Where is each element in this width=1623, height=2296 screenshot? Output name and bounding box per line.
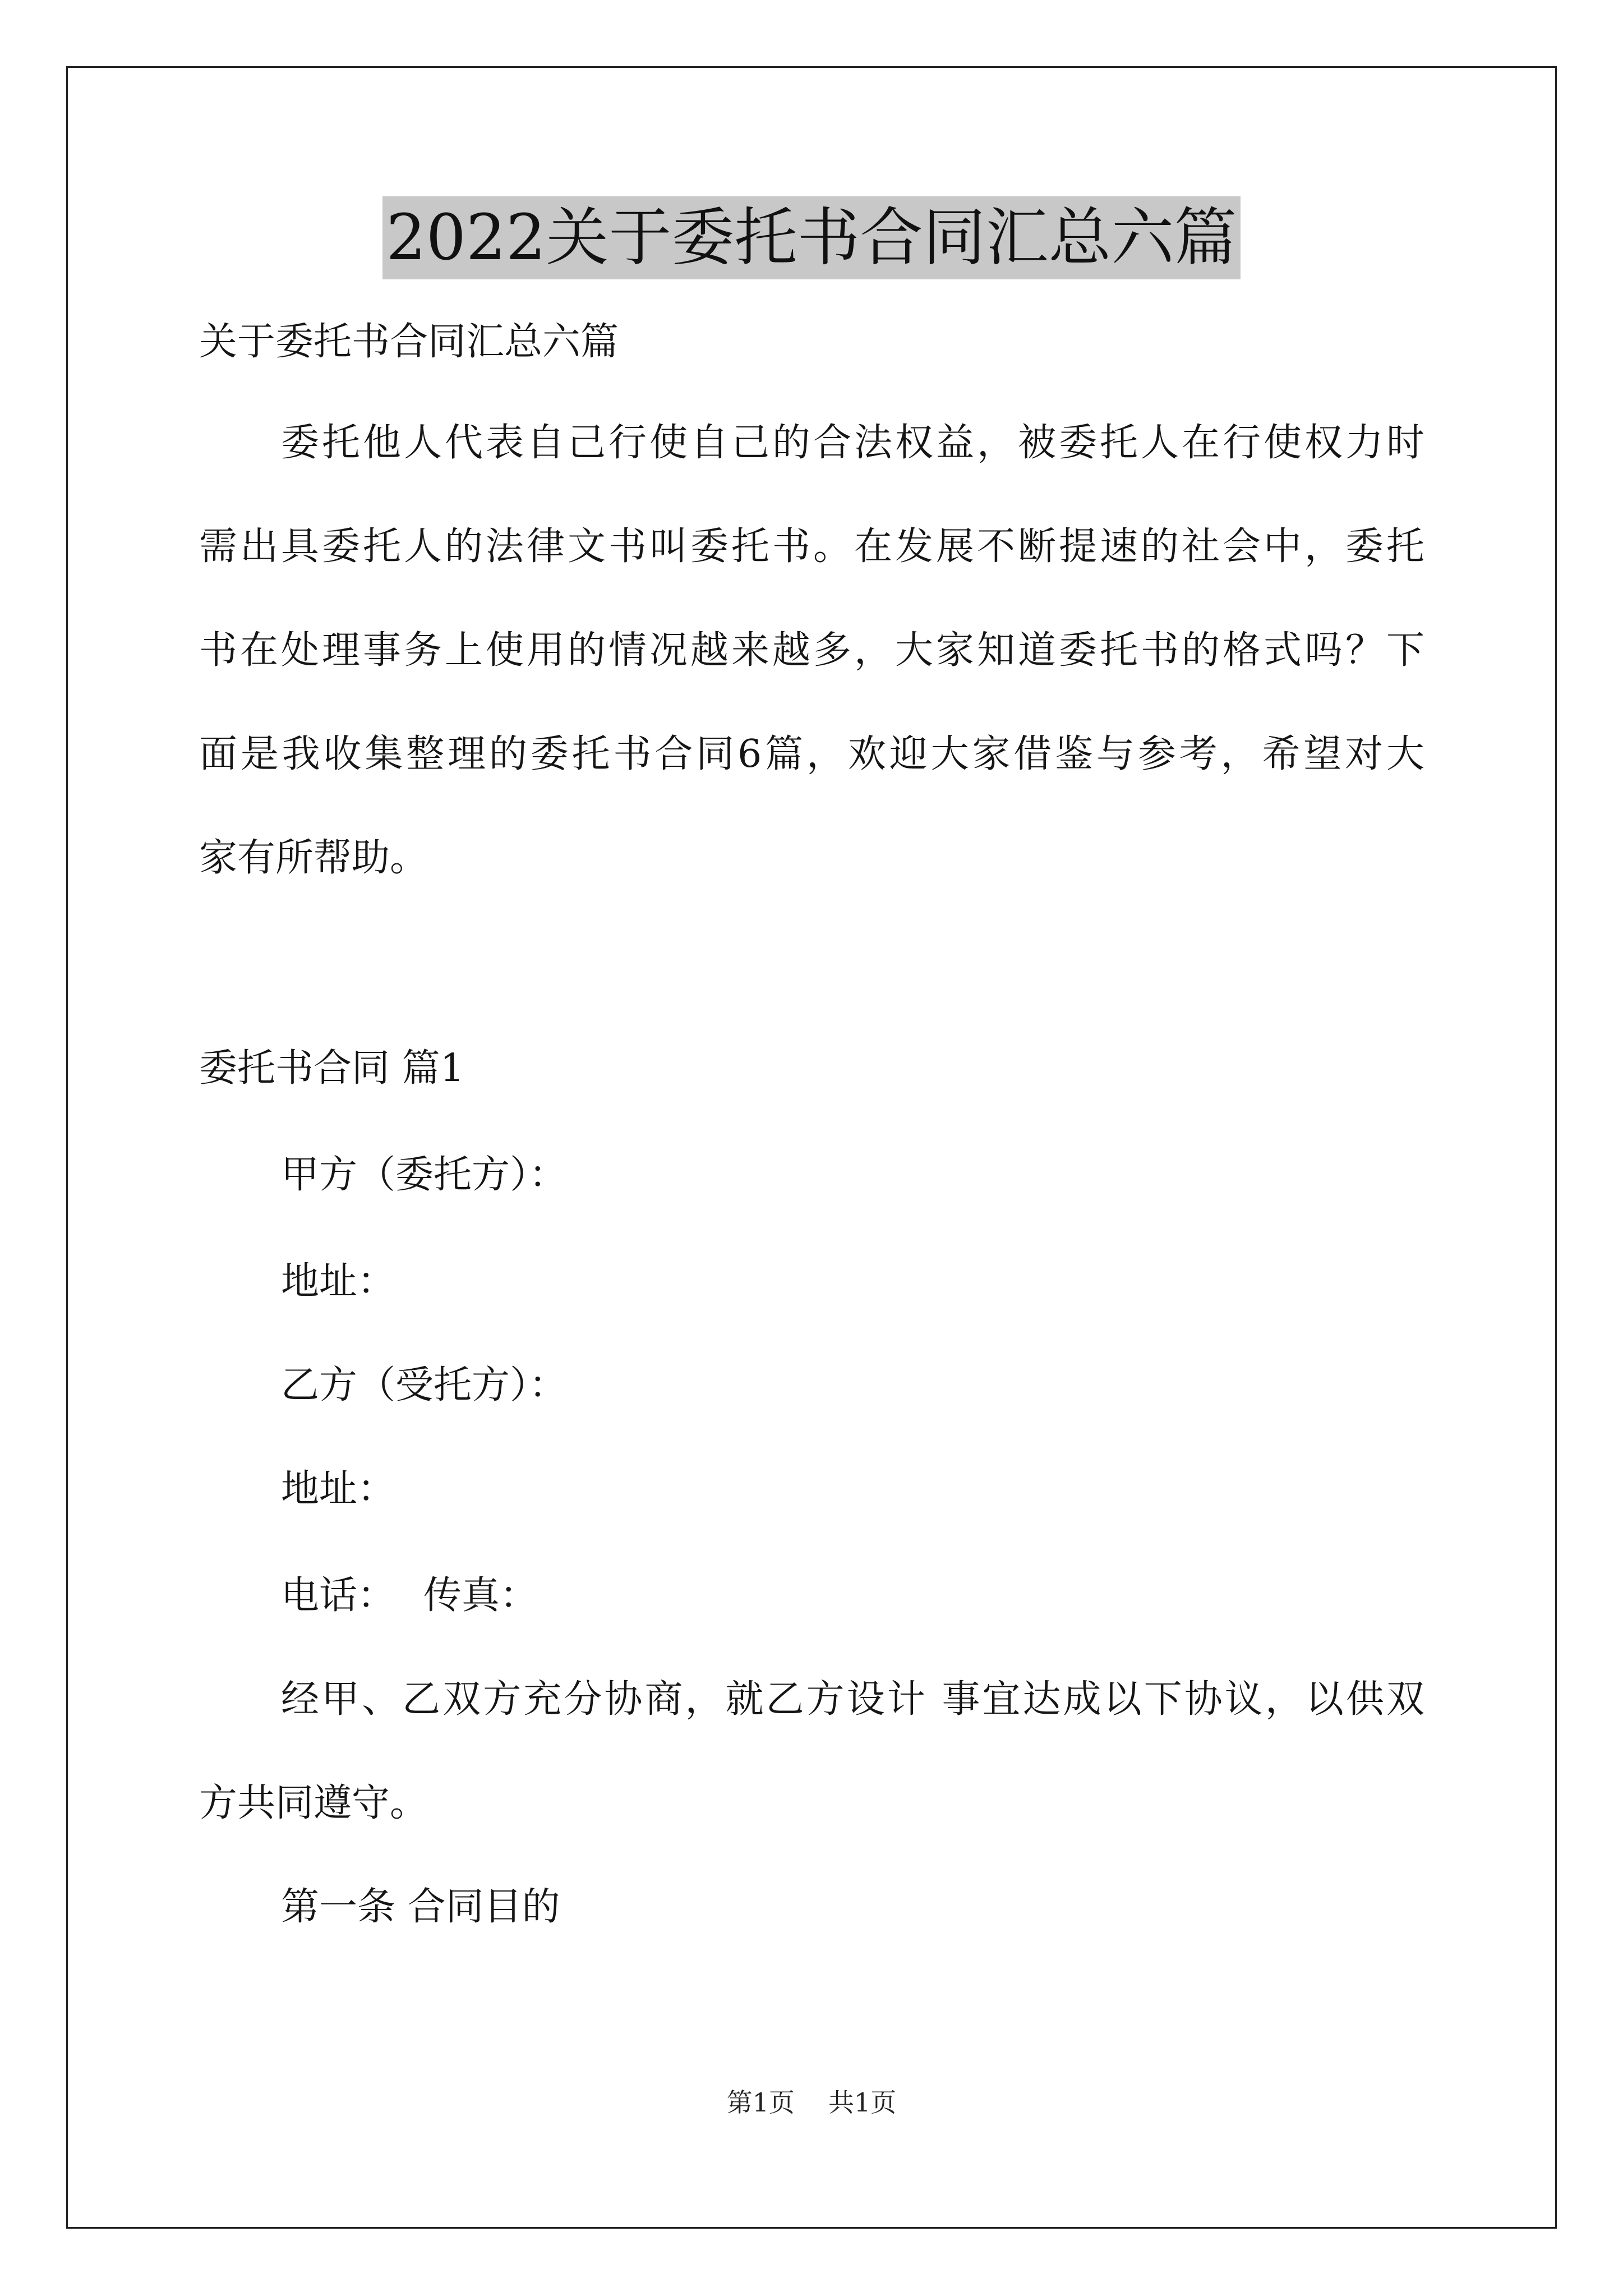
intro-line-2: 需出具委托人的法律文书叫委托书。在发展不断提速的社会中，委托 <box>199 524 1424 569</box>
address-b-label: 地址： <box>281 1467 396 1511</box>
page-footer <box>0 2086 1623 2119</box>
phone-label: 电话： <box>281 1573 396 1618</box>
article-1-heading: 第一条 合同目的 <box>281 1885 560 1929</box>
intro-line-1: 委托他人代表自己行使自己的合法权益，被委托人在行使权力时 <box>281 421 1424 465</box>
intro-line-4: 面是我收集整理的委托书合同6篇，欢迎大家借鉴与参考，希望对大 <box>199 732 1424 776</box>
agreement-line-2: 方共同遵守。 <box>199 1781 428 1825</box>
document-subtitle: 关于委托书合同汇总六篇 <box>199 320 619 364</box>
intro-line-5: 家有所帮助。 <box>199 836 428 880</box>
title-container <box>0 196 1623 279</box>
party-a-label: 甲方（委托方）： <box>281 1153 568 1197</box>
section-heading: 委托书合同 篇1 <box>199 1046 464 1091</box>
agreement-line-1: 经甲、乙双方充分协商，就乙方设计 事宜达成以下协议，以供双 <box>281 1677 1424 1722</box>
footer-page-current: 第1页 <box>726 2087 795 2118</box>
address-a-label: 地址： <box>281 1259 396 1304</box>
fax-label: 传真： <box>423 1573 538 1618</box>
intro-line-3: 书在处理事务上使用的情况越来越多，大家知道委托书的格式吗？下 <box>199 628 1424 673</box>
footer-page-total: 共1页 <box>828 2087 897 2118</box>
party-b-label: 乙方（受托方）： <box>281 1363 568 1407</box>
document-title: 2022关于委托书合同汇总六篇 <box>382 196 1240 279</box>
